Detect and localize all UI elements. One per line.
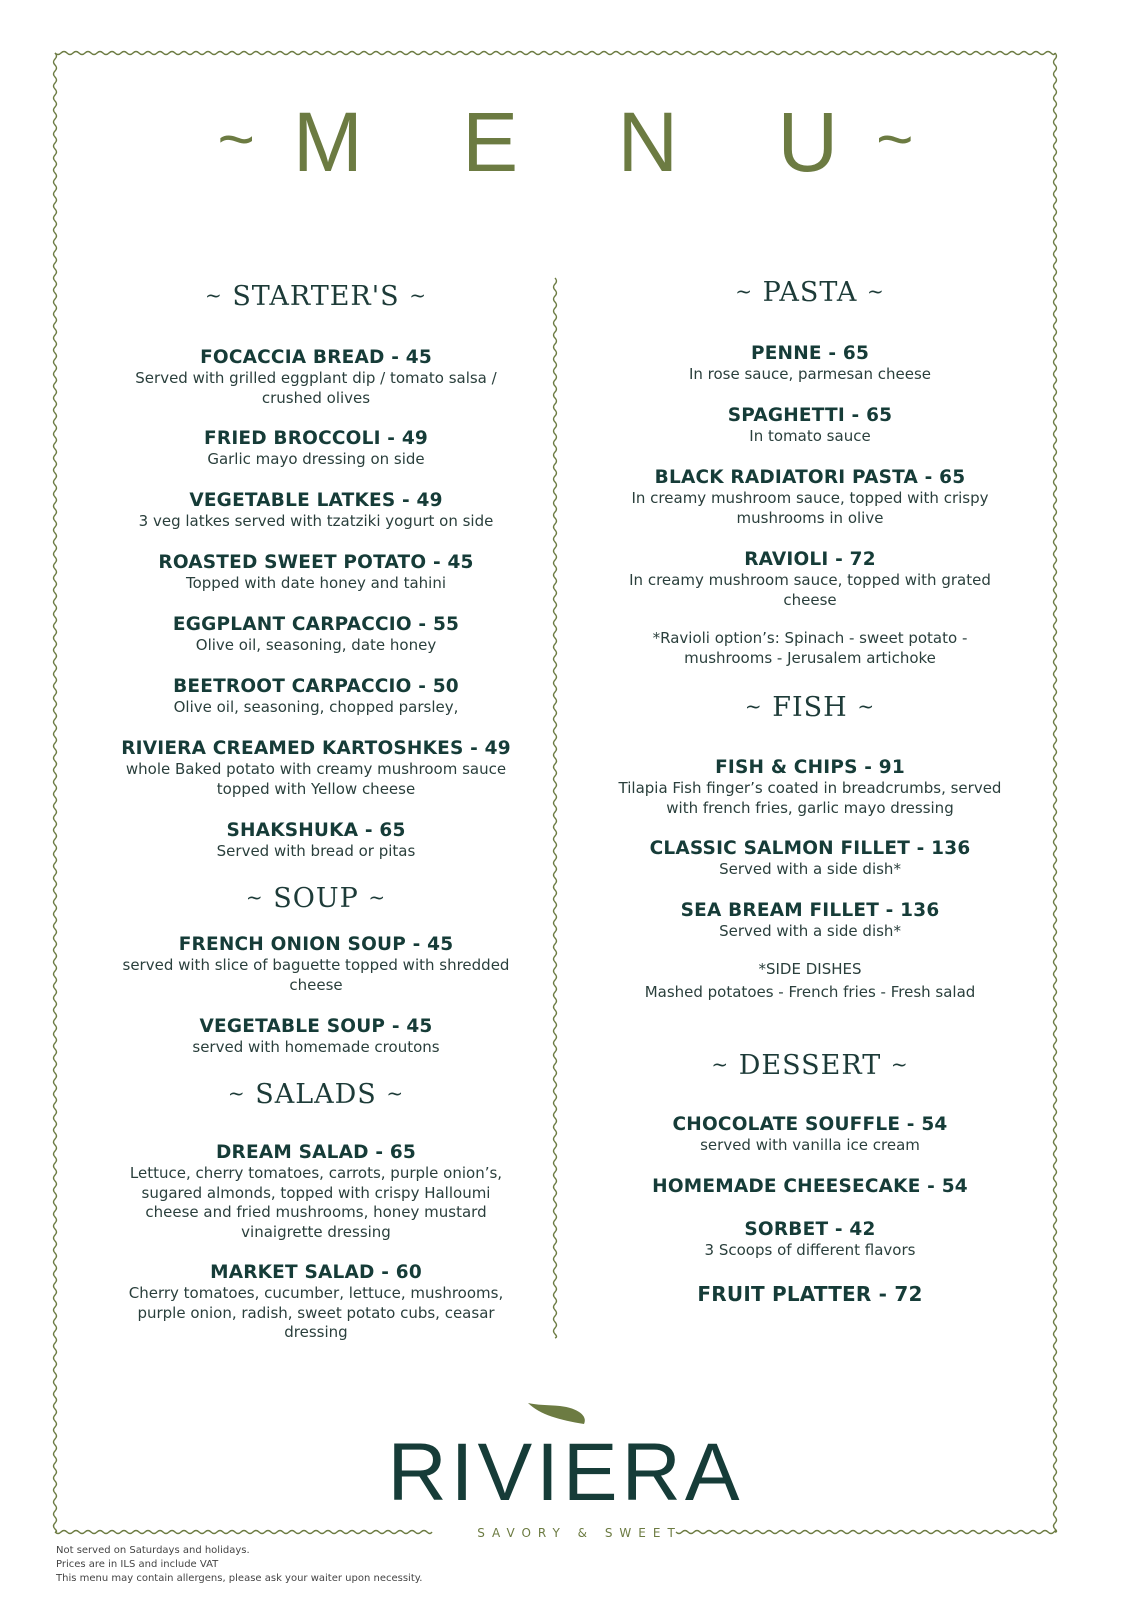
menu-item: BEETROOT CARPACCIO - 50 Olive oil, seasoning, chopped parsley, bbox=[173, 676, 459, 716]
menu-item: FRUIT PLATTER - 72 bbox=[697, 1282, 923, 1306]
footer-notes bbox=[56, 1544, 422, 1586]
footer-line: This menu may contain allergens, please ask your waiter upon necessity. bbox=[56, 1573, 423, 1584]
title-tilde-right: ~ bbox=[876, 103, 914, 175]
menu-item: DREAM SALAD - 65 Lettuce, cherry tomatoes, carrots, purple onion’s, sugared almonds, topped with crispy Halloumi cheese and fried mushrooms, honey mustard vinaigrette dressing bbox=[129, 1142, 503, 1241]
menu-item: VEGETABLE SOUP - 45 served with homemade croutons bbox=[192, 1016, 440, 1056]
menu-item: CLASSIC SALMON FILLET - 136 Served with a side dish* bbox=[649, 838, 971, 878]
menu-item: SORBET - 42 3 Scoops of different flavors bbox=[704, 1219, 916, 1259]
title-tilde-left: ~ bbox=[217, 103, 255, 175]
menu-title: ~ M E N U~ bbox=[217, 95, 914, 189]
menu-item: EGGPLANT CARPACCIO - 55 Olive oil, seasoning, date honey bbox=[172, 614, 460, 654]
menu-item: ROASTED SWEET POTATO - 45 Topped with date honey and tahini bbox=[158, 552, 474, 592]
menu-item: PENNE - 65 In rose sauce, parmesan cheese bbox=[688, 343, 932, 383]
menu-item: VEGETABLE LATKES - 49 3 veg latkes served with tzatziki yogurt on side bbox=[138, 490, 494, 530]
brand-tagline: SAVORY & SWEET bbox=[477, 1526, 682, 1540]
footer-line: Prices are in ILS and include VAT bbox=[56, 1559, 219, 1570]
menu-item: FRIED BROCCOLI - 49 Garlic mayo dressing on side bbox=[204, 428, 428, 468]
menu-item: FRENCH ONION SOUP - 45 served with slice of baguette topped with shredded cheese bbox=[122, 934, 510, 994]
menu-item: SPAGHETTI - 65 In tomato sauce bbox=[727, 405, 893, 445]
menu-item: SHAKSHUKA - 65 Served with bread or pitas bbox=[216, 820, 416, 860]
footer-line: Not served on Saturdays and holidays. bbox=[56, 1545, 250, 1556]
menu-item: SEA BREAM FILLET - 136 Served with a side dish* bbox=[680, 900, 940, 940]
section-title-starters: ~ STARTER'S ~ bbox=[204, 281, 428, 312]
menu-item: CHOCOLATE SOUFFLE - 54 served with vanilla ice cream bbox=[672, 1114, 948, 1154]
section-title-fish: ~ FISH ~ bbox=[744, 692, 876, 723]
section-title-salads: ~ SALADS ~ bbox=[227, 1079, 405, 1110]
menu-item: MARKET SALAD - 60 Cherry tomatoes, cucumber, lettuce, mushrooms, purple onion, radish, sweet potato cubs, ceasar dressing bbox=[128, 1262, 504, 1341]
section-title-pasta: ~ PASTA ~ bbox=[735, 277, 885, 308]
brand-logo: RIVIERA bbox=[387, 1427, 744, 1518]
menu-item: HOMEMADE CHEESECAKE - 54 bbox=[652, 1176, 968, 1197]
menu-item: RAVIOLI - 72 In creamy mushroom sauce, topped with grated cheese bbox=[629, 549, 991, 609]
menu-item: FISH & CHIPS - 91 Tilapia Fish finger’s coated in breadcrumbs, served with french fries, garlic mayo dressing bbox=[618, 757, 1002, 817]
menu-item: BLACK RADIATORI PASTA - 65 In creamy mushroom sauce, topped with crispy mushrooms in olive bbox=[631, 467, 989, 527]
ravioli-options-note: *Ravioli option’s: Spinach - sweet potato - mushrooms - Jerusalem artichoke bbox=[652, 629, 968, 667]
menu-item: FOCACCIA BREAD - 45 Served with grilled eggplant dip / tomato salsa / crushed olives bbox=[135, 347, 497, 407]
logo-leaf-icon bbox=[528, 1403, 585, 1424]
menu-item: RIVIERA CREAMED KARTOSHKES - 49 whole Baked potato with creamy mushroom sauce topped with Yellow cheese bbox=[121, 738, 511, 798]
side-dishes-note: *SIDE DISHES Mashed potatoes - French fries - Fresh salad bbox=[644, 960, 976, 1001]
section-title-dessert: ~ DESSERT ~ bbox=[711, 1050, 909, 1081]
section-title-soup: ~ SOUP ~ bbox=[245, 883, 387, 914]
